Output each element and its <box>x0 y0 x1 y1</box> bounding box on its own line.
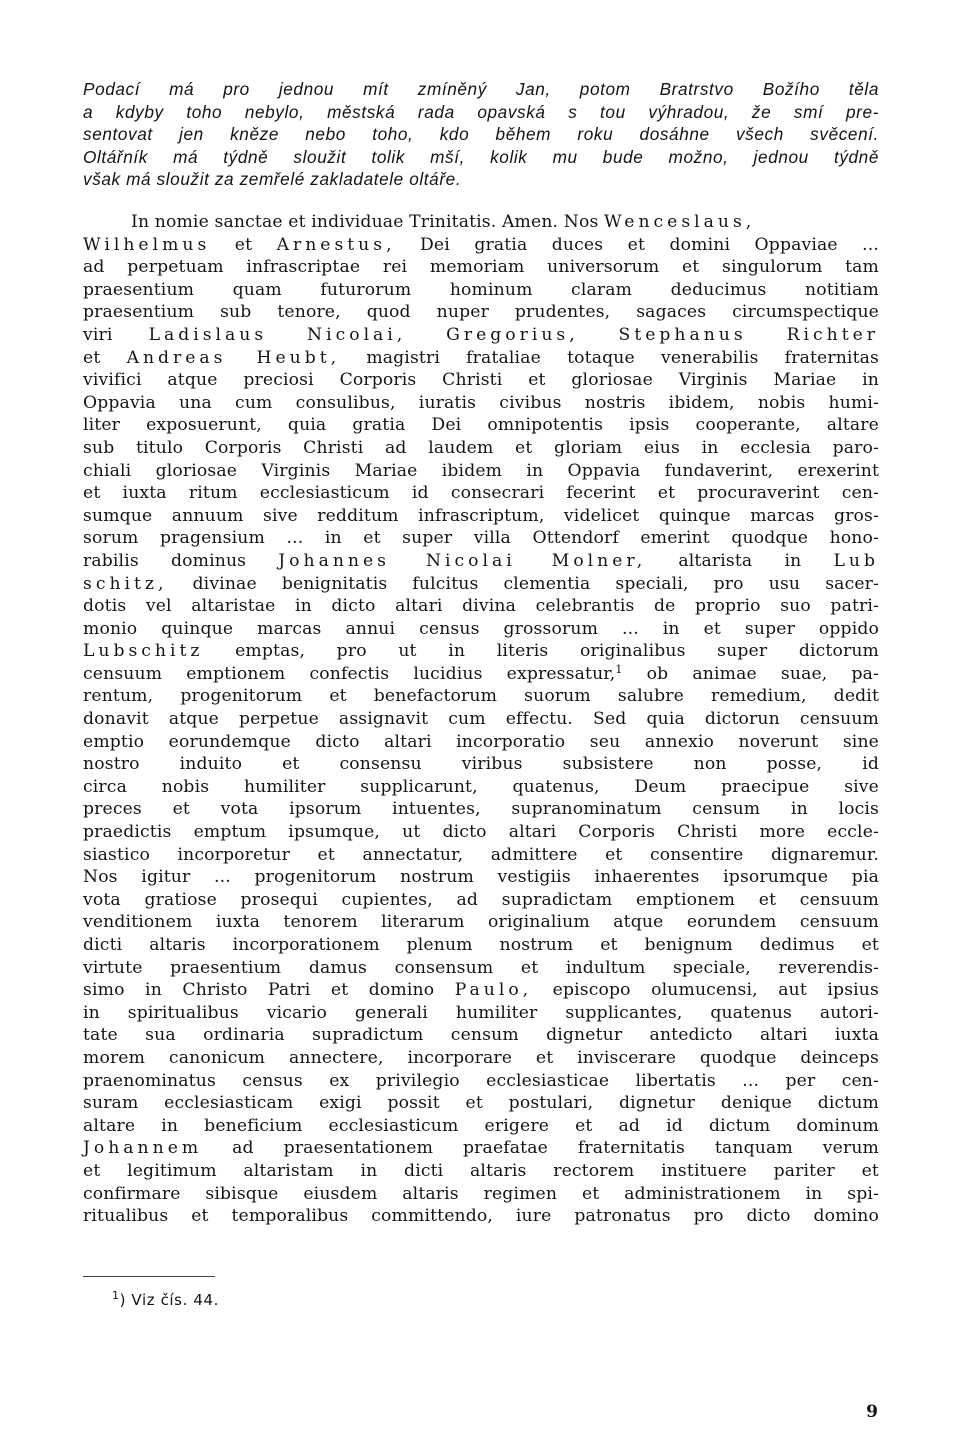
line-segment: venditionem iuxta tenorem literarum originalium atque eorundem censuum <box>83 912 879 933</box>
body-line <box>83 1002 879 1025</box>
body-line <box>83 911 879 934</box>
body-line <box>83 1115 879 1138</box>
body-line <box>83 460 879 483</box>
line-segment: liter exposuerunt, quia gratia Dei omnipotentis ipsis cooperante, altare <box>83 415 879 436</box>
body-line <box>83 844 879 867</box>
body-line <box>83 663 879 686</box>
line-segment: praesentium sub tenore, quod nuper prudentes, sagaces circumspectique <box>83 302 879 323</box>
line-segment: divinae benignitatis fulcitus clementia speciali, pro usu sacer- <box>167 573 879 594</box>
line-segment: vivifici atque preciosi Corporis Christi et gloriosae Virginis Mariae in <box>83 370 879 391</box>
line-segment: viri <box>83 324 149 345</box>
line-segment: nostro induito et consensu viribus subsistere non posse, id <box>83 754 879 775</box>
body-line <box>83 256 879 279</box>
line-segment: monio quinque marcas annui census grossorum ... in et super oppido <box>83 618 879 639</box>
line-segment: in spiritualibus vicario generali humiliter supplicantes, quatenus autori- <box>83 1002 879 1023</box>
line-segment: emptas, pro ut in literis originalibus super dictorum <box>203 641 879 662</box>
footnote-rule <box>83 1276 215 1277</box>
spaced-name: Lubschitz <box>83 641 204 662</box>
line-segment: altarista in <box>646 550 834 571</box>
line-segment: dotis vel altaristae in dicto altari divina celebrantis de proprio suo patri- <box>83 596 879 617</box>
line-segment: morem canonicum annectere, incorporare et inviscerare quodque deinceps <box>83 1047 879 1068</box>
line-segment: confirmare sibisque eiusdem altaris regimen et administrationem in spi- <box>83 1183 879 1204</box>
page-number: 9 <box>866 1402 878 1422</box>
body-line <box>83 640 879 663</box>
spaced-name: Ladislaus Nicolai, Gregorius, Stephanus Richter <box>148 324 879 345</box>
line-segment: ad praesentationem praefatae fraternitatis tanquam verum <box>202 1138 879 1159</box>
line-segment: sorum pragensium ... in et super villa Ottendorf emerint quodque hono- <box>83 528 879 549</box>
body-line <box>83 211 879 234</box>
line-segment: et <box>210 234 277 255</box>
body-line <box>83 821 879 844</box>
body-line <box>83 279 879 302</box>
line-segment: censuum emptionem confectis lucidius expressatur, <box>83 663 616 684</box>
body-line <box>83 866 879 889</box>
line-segment: Dei gratia duces et domini Oppaviae ... <box>395 234 879 255</box>
spaced-name: Paulo, <box>454 980 533 1001</box>
body-line <box>83 550 879 573</box>
footnote <box>112 1291 219 1309</box>
intro-line: sentovat jen kněze nebo toho, kdo během roku dosáhne všech svěcení. <box>83 124 879 145</box>
body-line <box>83 527 879 550</box>
line-segment: dicti altaris incorporationem plenum nostrum et benignum dedimus et <box>83 935 879 955</box>
spaced-name: Johannem <box>83 1138 203 1159</box>
body-line <box>83 595 879 618</box>
body-line <box>83 369 879 392</box>
body-line <box>83 957 879 980</box>
line-segment: virtute praesentium damus consensum et indultum speciale, reverendis- <box>83 957 879 978</box>
line-segment: ob animae suae, pa- <box>622 663 879 684</box>
intro-line: a kdyby toho nebylo, městská rada opavská s tou výhradou, že smí pre- <box>83 101 879 122</box>
body-line <box>83 979 879 1002</box>
body-line <box>83 392 879 415</box>
body-line <box>83 573 879 596</box>
line-segment: simo in Christo Patri et domino <box>83 980 455 1001</box>
latin-charter-text <box>83 211 879 1228</box>
line-segment: Nos igitur ... progenitorum nostrum vestigiis inhaerentes ipsorumque pia <box>83 867 879 888</box>
footnote-reference: 1 <box>615 662 623 676</box>
body-line <box>83 1092 879 1115</box>
body-line <box>83 437 879 460</box>
body-line <box>83 731 879 754</box>
line-segment: altare in beneficium ecclesiasticum erigere et ad id dictum dominum <box>83 1115 879 1136</box>
line-segment: In nomie sanctae et individuae Trinitatis. Amen. Nos <box>131 212 605 232</box>
line-segment: et iuxta ritum ecclesiasticum id consecrari fecerint et procuraverint cen- <box>83 483 879 504</box>
spaced-name: Lub <box>833 550 879 571</box>
body-line <box>83 753 879 776</box>
body-line <box>83 482 879 505</box>
czech-summary <box>83 78 879 191</box>
body-line <box>83 708 879 731</box>
spaced-name: Andreas Heubt, <box>126 347 341 368</box>
line-segment: siastico incorporetur et annectatur, admittere et consentire dignaremur. <box>83 844 879 865</box>
body-line <box>83 776 879 799</box>
body-line <box>83 234 879 257</box>
body-line <box>83 301 879 324</box>
line-segment: et legitimum altaristam in dicti altaris rectorem instituere pariter et <box>83 1160 879 1181</box>
body-line <box>83 889 879 912</box>
line-segment: ritualibus et temporalibus committendo, iure patronatus pro dicto domino <box>83 1206 879 1227</box>
body-line <box>83 1070 879 1093</box>
line-segment: chiali gloriosae Virginis Mariae ibidem in Oppavia fundaverint, erexerint <box>83 460 879 481</box>
line-segment: sub titulo Corporis Christi ad laudem et gloriam eius in ecclesia paro- <box>83 437 879 458</box>
body-line <box>83 324 879 347</box>
spaced-name: schitz, <box>83 573 168 594</box>
body-line <box>83 1183 879 1206</box>
line-segment: praedictis emptum ipsumque, ut dicto altari Corporis Christi more eccle- <box>83 822 879 843</box>
spaced-name: Wenceslaus, <box>604 212 756 232</box>
line-segment: donavit atque perpetue assignavit cum effectu. Sed quia dictorun censuum <box>83 709 879 730</box>
line-segment: preces et vota ipsorum intuentes, supranominatum censum in locis <box>83 799 879 820</box>
body-line <box>83 505 879 528</box>
line-segment: tate sua ordinaria supradictum censum dignetur antedicto altari iuxta <box>83 1025 879 1046</box>
line-segment: circa nobis humiliter supplicarunt, quatenus, Deum praecipue sive <box>83 776 879 797</box>
line-segment: suram ecclesiasticam exigi possit et postulari, dignetur denique dictum <box>83 1093 879 1114</box>
line-segment: praesentium quam futurorum hominum claram deducimus notitiam <box>83 279 879 300</box>
line-segment: Oppavia una cum consulibus, iuratis civibus nostris ibidem, nobis humi- <box>83 392 879 413</box>
body-line <box>83 1160 879 1183</box>
spaced-name: Wilhelmus <box>83 234 211 255</box>
intro-line: Oltářník má týdně sloužit tolik mší, kolik mu bude možno, jednou týdně <box>83 146 879 167</box>
line-segment: ad perpetuam infrascriptae rei memoriam universorum et singulorum tam <box>83 257 879 278</box>
line-segment: vota gratiose prosequi cupientes, ad supradictam emptionem et censuum <box>83 889 879 910</box>
body-line <box>83 618 879 641</box>
line-segment: magistri frataliae totaque venerabilis fraternitas <box>340 347 879 368</box>
line-segment: emptio eorundemque dicto altari incorporatio seu annexio noverunt sine <box>83 731 879 752</box>
body-line <box>83 414 879 437</box>
intro-line: však má sloužit za zemřelé zakladatele oltáře. <box>83 169 462 190</box>
line-segment: rabilis dominus <box>83 550 279 571</box>
line-segment: episcopo olumucensi, aut ipsius <box>532 980 879 1001</box>
body-line <box>83 347 879 370</box>
footnote-marker: 1 <box>112 1289 120 1302</box>
body-line <box>83 934 879 957</box>
body-line <box>83 685 879 708</box>
body-line <box>83 1137 879 1160</box>
line-segment: rentum, progenitorum et benefactorum suorum salubre remedium, dedit <box>83 686 879 707</box>
spaced-name: Arnestus, <box>276 234 396 255</box>
footnote-text: ) Viz čís. 44. <box>119 1291 219 1309</box>
spaced-name: Johannes Nicolai Molner, <box>278 550 647 571</box>
body-line <box>83 1024 879 1047</box>
body-line <box>83 798 879 821</box>
line-segment: sumque annuum sive redditum infrascriptum, videlicet quinque marcas gros- <box>83 505 879 526</box>
line-segment: et <box>83 347 127 368</box>
line-segment: praenominatus census ex privilegio ecclesiasticae libertatis ... per cen- <box>83 1070 879 1091</box>
intro-line: Podací má pro jednou mít zmíněný Jan, potom Bratrstvo Božího těla <box>83 79 879 99</box>
body-line <box>83 1047 879 1070</box>
body-line <box>83 1205 879 1228</box>
